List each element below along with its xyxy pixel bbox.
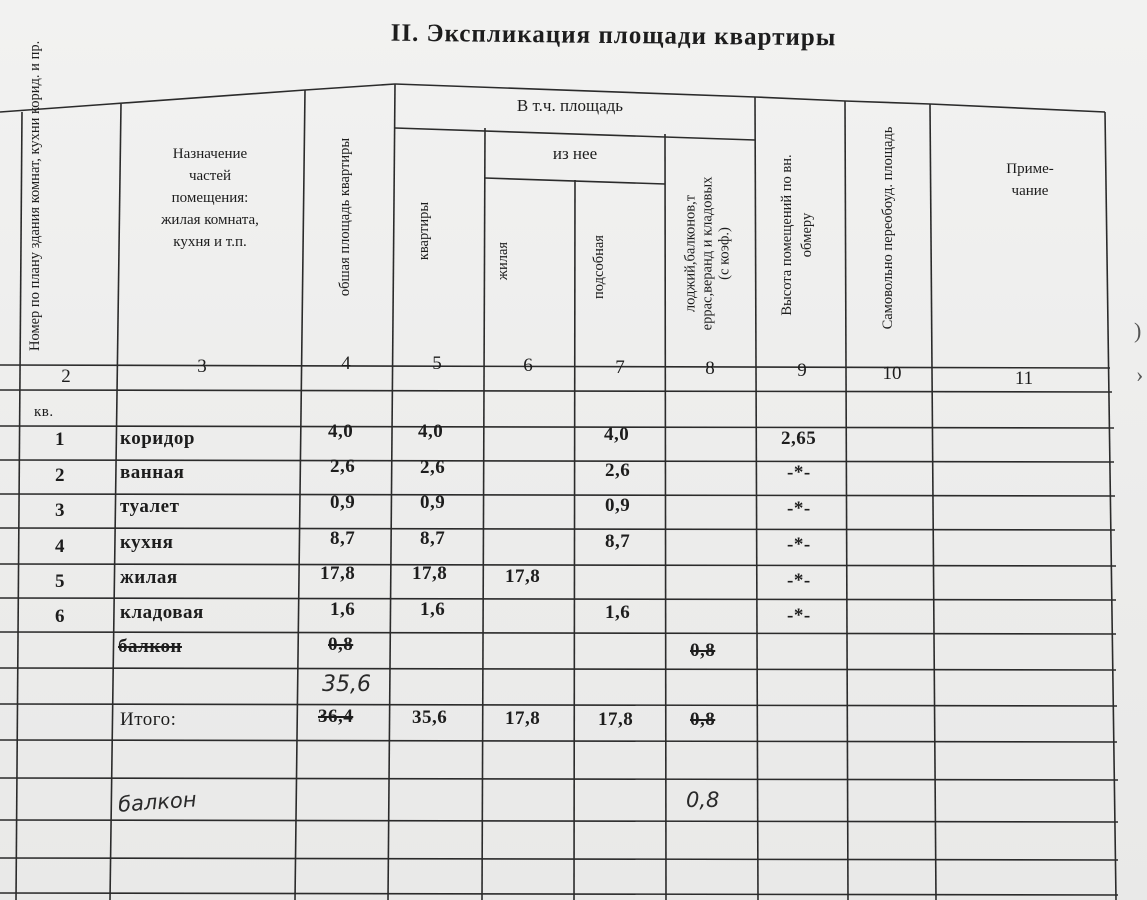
- row-total: 4,0: [328, 421, 354, 442]
- header-col9: Высота помещений по вн. обмеру: [779, 154, 815, 316]
- row-aux: 4,0: [604, 424, 630, 445]
- totals-living: 17,8: [505, 708, 541, 729]
- row-aux: 2,6: [605, 460, 631, 481]
- totals-apt: 35,6: [412, 707, 448, 728]
- row-height: -*-: [787, 605, 811, 626]
- row-total: 0,9: [330, 492, 356, 513]
- row-num: 3: [55, 500, 65, 521]
- colnum-8: 8: [705, 358, 715, 379]
- header-col3-line: помещения:: [171, 190, 249, 206]
- header-col11: [960, 158, 1100, 202]
- handwritten-balcony-value: 0,8: [686, 788, 720, 812]
- row-height: -*-: [787, 534, 811, 555]
- row-apt: 4,0: [418, 421, 444, 442]
- row-total: 1,6: [330, 599, 356, 620]
- totals-balcony: 0,8: [690, 709, 716, 730]
- header-subgroup: из нее: [552, 144, 598, 163]
- header-col3-line: кухня и т.п.: [173, 234, 247, 250]
- colnum-6: 6: [523, 355, 533, 376]
- section-label: кв.: [34, 404, 54, 420]
- row-apt: 1,6: [420, 599, 446, 620]
- row-num: 6: [55, 606, 65, 627]
- handwritten-balcony-name: балкон: [117, 787, 198, 817]
- row-name: кладовая: [120, 602, 204, 623]
- header-col11-line: Приме-: [1006, 161, 1054, 177]
- row-height: -*-: [787, 570, 811, 591]
- handwritten-total-correction: 35,6: [322, 672, 371, 697]
- row-apt: 2,6: [420, 457, 446, 478]
- colnum-11: 11: [1014, 368, 1034, 389]
- colnum-2: 2: [61, 366, 71, 387]
- row-total: 8,7: [330, 528, 356, 549]
- totals-total: 36,4: [318, 706, 354, 727]
- balcony-name: балкон: [118, 636, 182, 657]
- colnum-3: 3: [197, 356, 207, 377]
- balcony-value: 0,8: [690, 640, 716, 661]
- colnum-5: 5: [432, 353, 442, 374]
- edge-mark: ): [1134, 318, 1142, 343]
- row-apt: 8,7: [420, 528, 446, 549]
- row-name: туалет: [120, 496, 180, 517]
- row-name: ванная: [120, 462, 185, 483]
- header-col11-line: чание: [1011, 183, 1049, 199]
- page-title: II. Экспликация площади квартиры: [390, 19, 837, 52]
- balcony-total: 0,8: [328, 634, 354, 655]
- edge-mark: ›: [1136, 362, 1144, 387]
- row-num: 4: [55, 536, 65, 557]
- row-apt: 0,9: [420, 492, 446, 513]
- row-height: -*-: [787, 498, 811, 519]
- colnum-7: 7: [615, 357, 625, 378]
- header-col4: обшая площадь квартиры: [337, 137, 353, 297]
- header-col2: Номер по плану здания комнат, кухни корид. и пр.: [27, 40, 43, 351]
- header-col5: квартиры: [416, 201, 432, 261]
- row-total: 2,6: [330, 456, 356, 477]
- row-total: 17,8: [320, 563, 356, 584]
- row-num: 5: [55, 571, 65, 592]
- header-col10: Самовольно переобоуд. площадь: [880, 126, 896, 330]
- header-col7: подсобная: [591, 235, 607, 299]
- row-living: 17,8: [505, 566, 541, 587]
- row-aux: 1,6: [605, 602, 631, 623]
- row-aux: 8,7: [605, 531, 631, 552]
- row-height: 2,65: [781, 428, 817, 449]
- row-name: жилая: [120, 567, 178, 588]
- header-col3-line: Назначение: [172, 146, 248, 162]
- header-group: В т.ч. площадь: [516, 96, 624, 115]
- header-col3: [120, 143, 300, 253]
- row-num: 2: [55, 465, 65, 486]
- row-aux: 0,9: [605, 495, 631, 516]
- row-name: коридор: [120, 428, 195, 449]
- totals-aux: 17,8: [598, 709, 634, 730]
- header-col3-line: жилая комната,: [161, 212, 259, 228]
- colnum-9: 9: [797, 360, 807, 381]
- row-apt: 17,8: [412, 563, 448, 584]
- header-col3-line: частей: [188, 168, 232, 184]
- row-height: -*-: [787, 462, 811, 483]
- row-name: кухня: [120, 532, 174, 553]
- colnum-4: 4: [341, 353, 351, 374]
- row-num: 1: [55, 429, 65, 450]
- header-col8: лоджий,балконов,т ерраc,веранд и кладовых (с коэф.): [682, 176, 733, 331]
- totals-label: Итого:: [120, 709, 177, 730]
- colnum-10: 10: [882, 363, 902, 384]
- header-col6: жилая: [495, 241, 511, 281]
